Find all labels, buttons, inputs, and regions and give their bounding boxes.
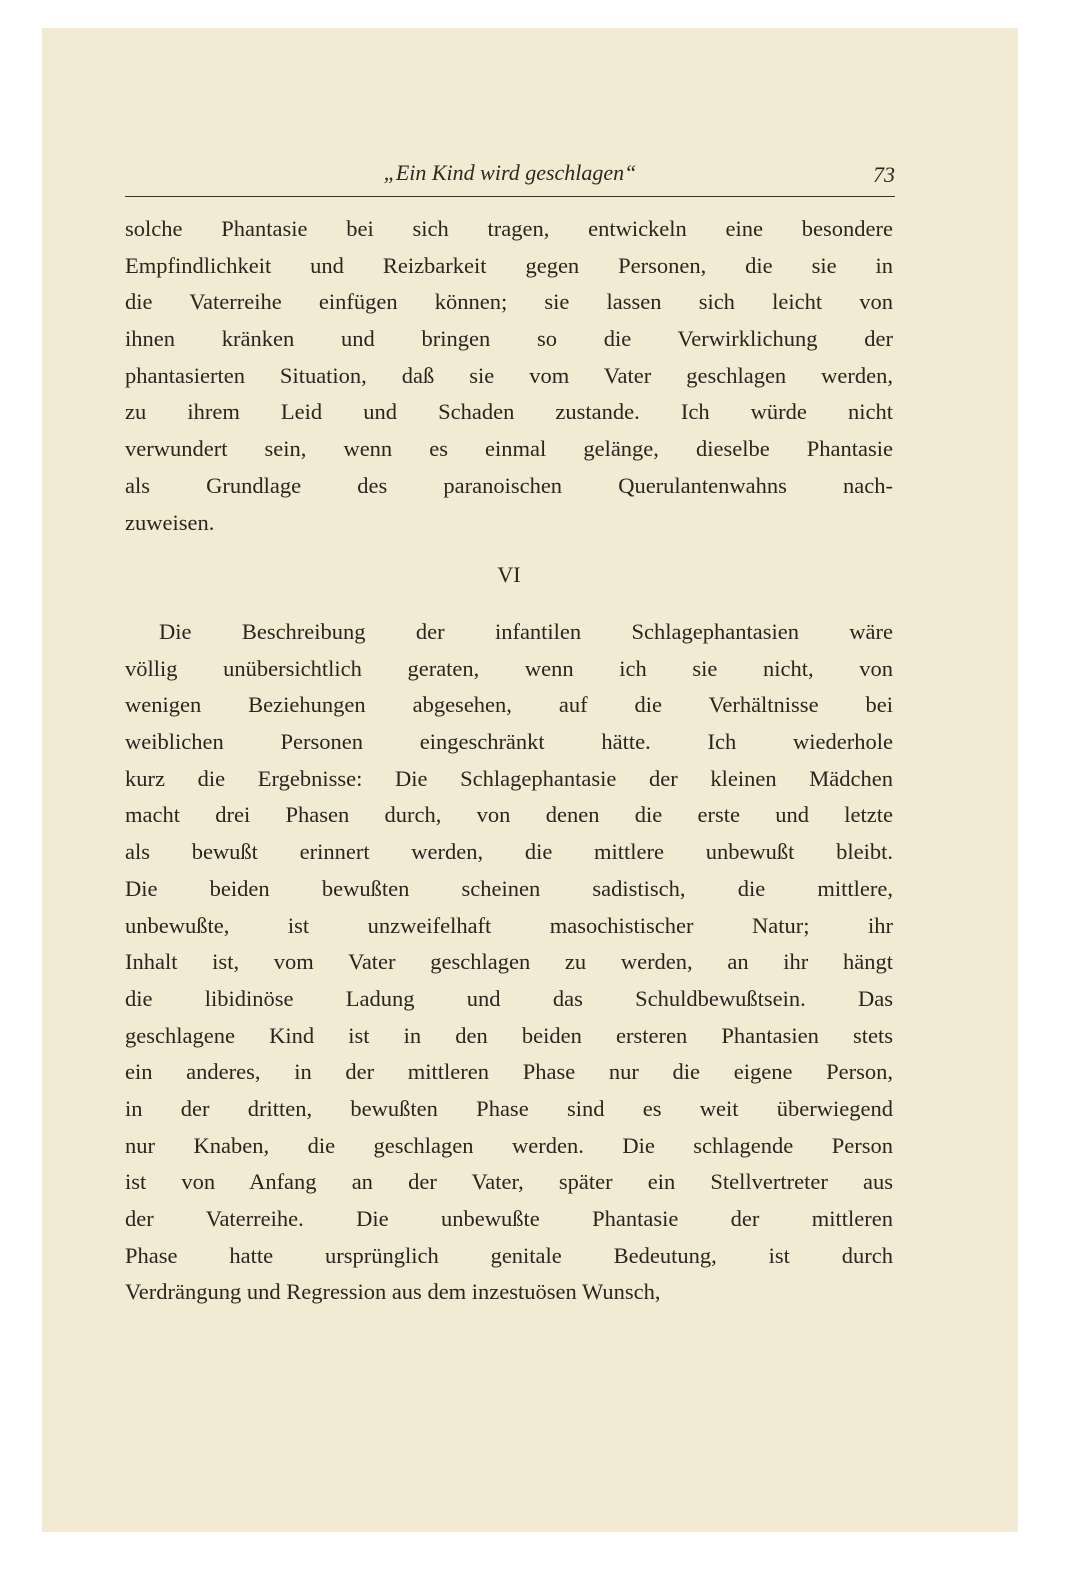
text-line: wenigen Beziehungen abgesehen, auf die Verhältnisse bei xyxy=(125,692,893,718)
paragraph-2 xyxy=(125,614,893,1311)
text-line: verwundert sein, wenn es einmal gelänge, dieselbe Phantasie xyxy=(125,436,893,462)
text-line: kurz die Ergebnisse: Die Schlagephantasie der kleinen Mädchen xyxy=(125,765,893,791)
text-line: unbewußte, ist unzweifelhaft masochistischer Natur; ihr xyxy=(125,912,893,938)
text-line: die libidinöse Ladung und das Schuldbewußtsein. Das xyxy=(125,985,893,1011)
text-line: phantasierten Situation, daß sie vom Vater geschlagen werden, xyxy=(125,362,893,388)
text-line: ihnen kränken und bringen so die Verwirklichung der xyxy=(125,326,893,352)
text-line: Die Beschreibung der infantilen Schlagephantasien wäre xyxy=(159,619,893,644)
text-line: als Grundlage des paranoischen Querulantenwahns nach- xyxy=(125,472,893,498)
running-title: „Ein Kind wird geschlagen“ xyxy=(383,160,637,185)
text-line: zuweisen. xyxy=(125,509,215,535)
text-line: ein anderes, in der mittleren Phase nur die eigene Person, xyxy=(125,1059,893,1085)
running-header xyxy=(125,160,895,197)
text-line: macht drei Phasen durch, von denen die erste und letzte xyxy=(125,802,893,828)
text-line: solche Phantasie bei sich tragen, entwickeln eine besondere xyxy=(125,216,893,241)
text-line: die Vaterreihe einfügen können; sie lassen sich leicht von xyxy=(125,289,893,315)
text-line: der Vaterreihe. Die unbewußte Phantasie der mittleren xyxy=(125,1206,893,1231)
page-number: 73 xyxy=(873,162,895,187)
text-line: in der dritten, bewußten Phase sind es weit überwiegend xyxy=(125,1095,893,1121)
text-line: völlig unübersichtlich geraten, wenn ich sie nicht, von xyxy=(125,655,893,681)
text-line: als bewußt erinnert werden, die mittlere unbewußt bleibt. xyxy=(125,839,893,865)
text-line: zu ihrem Leid und Schaden zustande. Ich würde nicht xyxy=(125,399,893,425)
text-line: weiblichen Personen eingeschränkt hätte. Ich wiederhole xyxy=(125,729,893,755)
paragraph-1 xyxy=(125,211,893,541)
text-line: Phase hatte ursprünglich genitale Bedeutung, ist durch xyxy=(125,1242,893,1268)
text-line: Verdrängung und Regression aus dem inzestuösen Wunsch, xyxy=(125,1279,661,1305)
text-line: ist von Anfang an der Vater, später ein Stellvertreter aus xyxy=(125,1169,893,1195)
section-heading: VI xyxy=(497,562,521,587)
text-line: Empfindlichkeit und Reizbarkeit gegen Personen, die sie in xyxy=(125,252,893,278)
text-line: Die beiden bewußten scheinen sadistisch, die mittlere, xyxy=(125,875,893,901)
text-line: geschlagene Kind ist in den beiden ersteren Phantasien stets xyxy=(125,1022,893,1048)
text-line: nur Knaben, die geschlagen werden. Die schlagende Person xyxy=(125,1132,893,1158)
text-line: Inhalt ist, vom Vater geschlagen zu werden, an ihr hängt xyxy=(125,949,893,975)
